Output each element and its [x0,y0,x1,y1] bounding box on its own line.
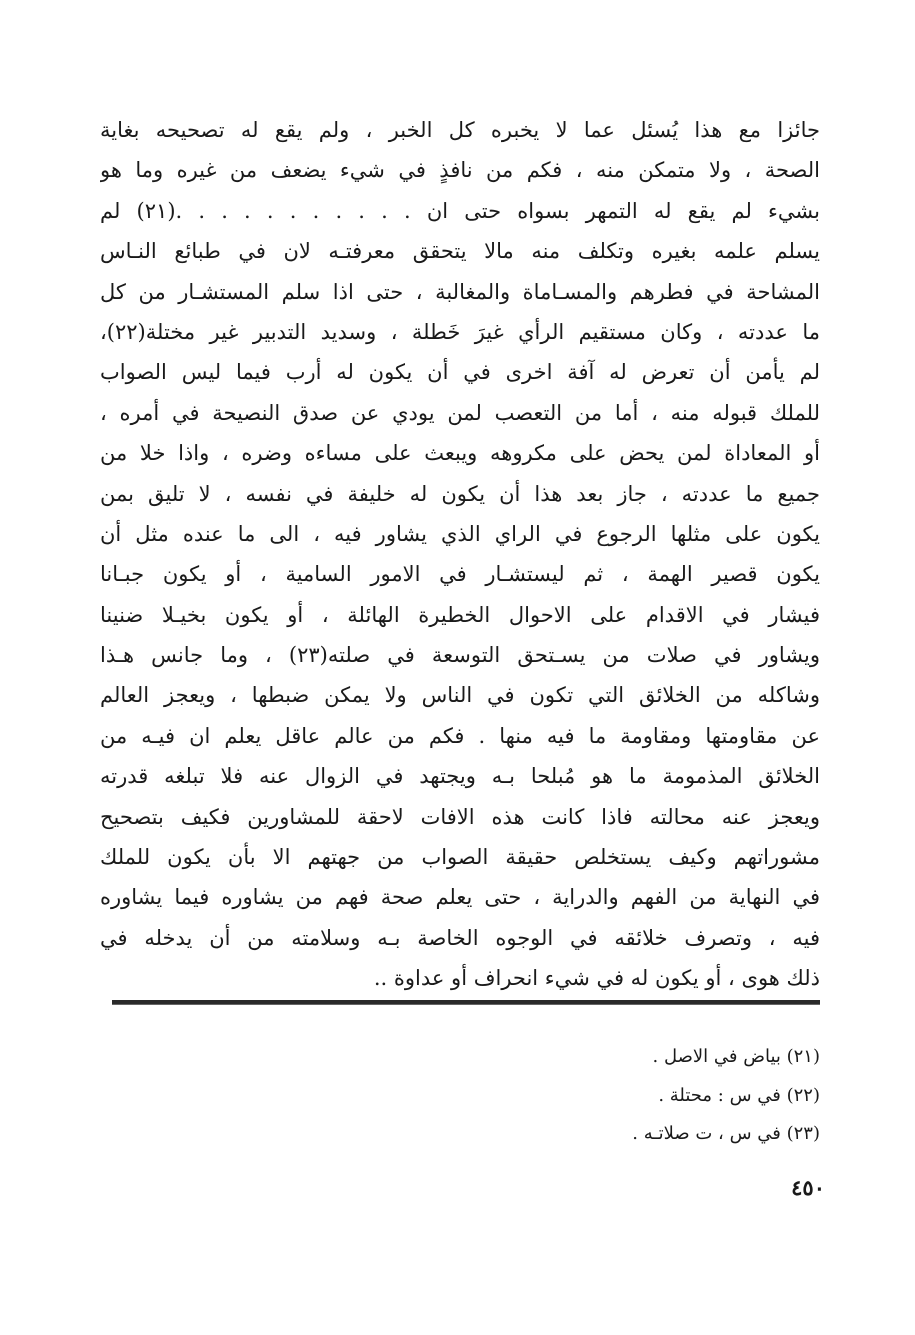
text-line: ويعجز عنه محالته فاذا كانت هذه الافات لاحقة للمشاورين فكيف بتصحيح [100,804,820,829]
text-line: وشاكله من الخلائق التي تكون في الناس ولا يمكن ضبطها ، ويعجز العالم [100,683,820,708]
text-line: الصحة ، ولا متمكن منه ، فكم من نافذٍ في شيء يضعف من غيره وما هو [100,158,820,183]
footnotes-block [300,1038,820,1154]
text-line: في النهاية من الفهم والدراية ، حتى يعلم صحة فهم من يشاوره فيما يشاوره [100,885,820,910]
text-line: ذلك هوى ، أو يكون له في شيء انحراف أو عداوة .. [373,966,820,991]
text-line: يكون على مثلها الرجوع في الراي الذي يشاور فيه ، الى ما عنده مثل أن [100,521,820,546]
text-line: جائزا مع هذا يُسئل عما لا يخبره كل الخبر ، ولم يقع له تصحيحه بغاية [100,118,820,142]
text-line: الخلائق المذمومة ما هو مُبلحا بـه ويجتهد في الزوال عنه فلا تبلغه قدرته [100,764,820,789]
text-line: مشوراتهم وكيف يستخلص حقيقة الصواب من جهتهم الا بأن يكون للملك [100,845,820,870]
text-line: ما عددته ، وكان مستقيم الرأي غيرَ خَطلة ، وسديد التدبير غير مختلة(٢٢)، [100,319,820,344]
page-number: ٤٥٠ [791,1175,825,1200]
text-line: لم يأمن أن تعرض له آفة اخرى في أن يكون له أرب فيما ليس الصواب [100,360,820,385]
text-line: بشيء لم يقع له التمهر بسواه حتى ان . . . . . . . . . . .(٢١) لم [100,198,820,223]
text-line: يكون قصير الهمة ، ثم ليستشـار في الامور السامية ، أو يكون جبـانا [100,562,820,587]
text-line: عن مقاومتها ومقاومة ما فيه منها . فكم من عالم عاقل يعلم ان فيـه من [100,723,820,748]
text-line: جميع ما عددته ، جاز بعد هذا أن يكون له خليفة في نفسه ، لا تليق بمن [100,481,820,506]
footnote: (٢٢) في س : محتلة . [658,1084,820,1106]
text-line: ويشاور في صلات من يسـتحق التوسعة في صلته(٢٣) ، وما جانس هـذا [100,643,820,668]
main-text-block [100,110,820,999]
footnote: (٢٣) في س ، ت صلاتـه . [632,1123,820,1144]
text-line: للملك قبوله منه ، أما من التعصب لمن يودي عن صدق النصيحة في أمره ، [100,400,820,425]
text-line: فيه ، وتصرف خلائقه في الوجوه الخاصة بـه وسلامته من أن يدخله في [100,925,820,950]
text-line: فيشار في الاقدام على الاحوال الخطيرة الهائلة ، أو يكون بخيـلا ضنينا [100,602,820,627]
text-line: يسلم علمه بغيره وتكلف منه مالا يتحقق معرفتـه لان في طبائع النـاس [100,239,820,264]
text-line: أو المعاداة لمن يحض على مكروهه ويبعث على مساءه وضره ، واذا خلا من [100,441,820,466]
footnote: (٢١) بياض في الاصل . [652,1046,820,1067]
footnote-divider [112,1000,820,1005]
text-line: المشاحة في فطرهم والمسـاماة والمغالبة ، حتى اذا سلم المستشـار من كل [100,279,820,304]
